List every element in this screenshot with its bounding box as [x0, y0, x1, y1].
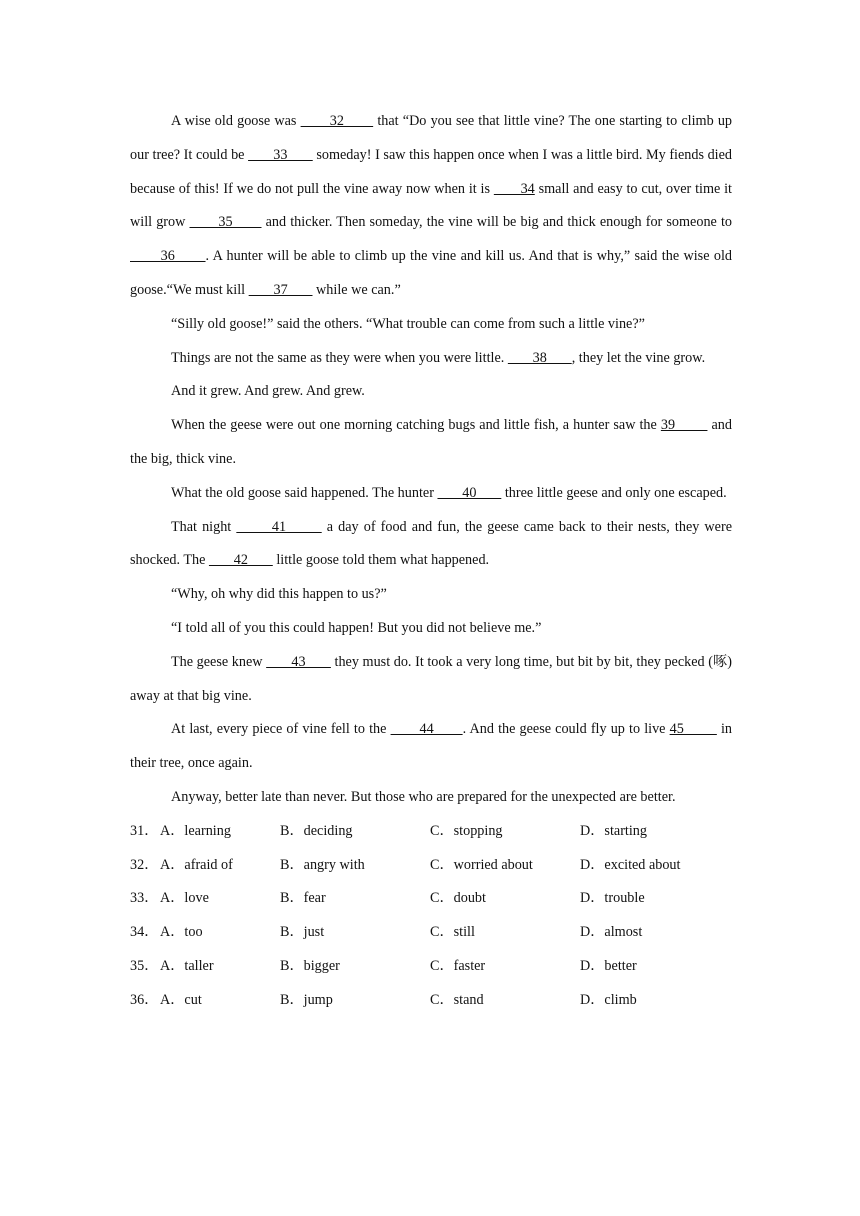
question-number: 32． [130, 856, 159, 873]
passage-text: while we can.” [312, 281, 401, 298]
question-options [130, 815, 732, 1018]
question-row [130, 950, 732, 984]
option-b: B．jump [280, 991, 333, 1008]
question-number: 31． [130, 822, 159, 839]
passage-paragraph-10 [130, 646, 732, 714]
passage-text: . And the geese could fly up to live [462, 721, 670, 738]
passage-text: . A hunter will be able to climb up the vine and kill us. And that is why,” said the wise old goose.“We must kill [130, 248, 733, 298]
blank-33: 33 [248, 146, 313, 163]
option-d: D．starting [580, 822, 647, 839]
blank-35: 35 [189, 214, 262, 231]
passage-text: little goose told them what happened. [272, 552, 490, 569]
passage-paragraph-2: “Silly old goose!” said the others. “What trouble can come from such a little vine?” [171, 315, 645, 332]
passage-paragraph-6 [130, 477, 732, 511]
passage-text: When the geese were out one morning catching bugs and little fish, a hunter saw the [171, 417, 661, 434]
option-b: B．just [280, 924, 325, 941]
option-d: D．better [580, 957, 637, 974]
passage-text: What the old goose said happened. The hunter [171, 484, 438, 501]
option-d: D．climb [580, 991, 637, 1008]
option-c: C．stand [430, 991, 484, 1008]
passage-text: they must do. It took a very long time, but bit by bit, they pecked (啄) away at that big vine. [130, 653, 732, 704]
option-a: A．too [160, 924, 203, 941]
option-d: D．almost [580, 924, 643, 941]
question-number: 36． [130, 991, 159, 1008]
option-c: C．faster [430, 957, 486, 974]
passage-text: At last, every piece of vine fell to the [171, 721, 391, 738]
passage-paragraph-1 [130, 105, 732, 308]
passage-paragraph-11 [130, 713, 732, 781]
passage-text: a day of food and fun, the geese came back to their nests, they were shocked. The [130, 518, 733, 569]
blank-44: 44 [390, 721, 463, 738]
passage-text: That night [171, 518, 237, 535]
blank-36: 36 [130, 248, 206, 265]
option-a: A．taller [160, 957, 214, 974]
passage-paragraph-8: “Why, oh why did this happen to us?” [171, 586, 387, 603]
blank-40: 40 [437, 484, 502, 501]
passage-text: small and easy to cut, over time it will grow [130, 180, 733, 231]
passage-paragraph-3 [130, 342, 732, 376]
blank-38: 38 [507, 349, 572, 366]
passage-text: and the big, thick vine. [130, 417, 732, 467]
passage-text: The geese knew [171, 653, 267, 670]
option-d: D．excited about [580, 856, 681, 873]
passage-text: that “Do you see that little vine? The one starting to climb up our tree? It could be [130, 113, 733, 163]
blank-42: 42 [208, 552, 273, 569]
document-page [130, 105, 732, 1018]
question-row [130, 882, 732, 916]
question-row [130, 984, 732, 1018]
passage-paragraph-12: Anyway, better late than never. But those who are prepared for the unexpected are better. [171, 788, 676, 805]
passage-paragraph-7 [130, 511, 732, 579]
passage-text: in their tree, once again. [130, 721, 733, 772]
option-b: B．angry with [280, 856, 365, 873]
question-row [130, 849, 732, 883]
option-c: C．still [430, 924, 475, 941]
passage-paragraph-5 [130, 409, 732, 477]
blank-43: 43 [266, 653, 331, 670]
passage-text: Things are not the same as they were when you were little. [171, 349, 508, 366]
question-row [130, 916, 732, 950]
question-number: 33． [130, 890, 159, 907]
question-number: 34． [130, 924, 159, 941]
option-c: C．stopping [430, 822, 503, 839]
question-number: 35． [130, 957, 159, 974]
passage-text: three little geese and only one escaped. [501, 484, 727, 501]
option-c: C．worried about [430, 856, 533, 873]
question-row [130, 815, 732, 849]
blank-45: 45 [669, 721, 717, 738]
option-a: A．learning [160, 822, 231, 839]
blank-32: 32 [300, 113, 374, 129]
blank-41: 41 [236, 518, 322, 535]
passage-paragraph-4: And it grew. And grew. And grew. [171, 383, 365, 400]
option-d: D．trouble [580, 890, 645, 907]
option-a: A．afraid of [160, 856, 233, 873]
passage-text: and thicker. Then someday, the vine will be big and thick enough for someone to [261, 214, 733, 231]
option-a: A．love [160, 890, 209, 907]
passage-paragraph-9: “I told all of you this could happen! But you did not believe me.” [171, 619, 542, 636]
passage-text: , they let the vine grow. [571, 349, 706, 366]
blank-34: 34 [493, 180, 535, 197]
passage-text: someday! I saw this happen once when I was a little bird. My fiends died because of this! If we do not pull the vine away now when it is [130, 146, 733, 197]
blank-37: 37 [248, 281, 313, 298]
option-c: C．doubt [430, 890, 486, 907]
option-b: B．fear [280, 890, 326, 907]
option-a: A．cut [160, 991, 202, 1008]
blank-39: 39 [660, 417, 708, 434]
option-b: B．bigger [280, 957, 340, 974]
option-b: B．deciding [280, 822, 353, 839]
passage-text: A wise old goose was [171, 113, 301, 129]
